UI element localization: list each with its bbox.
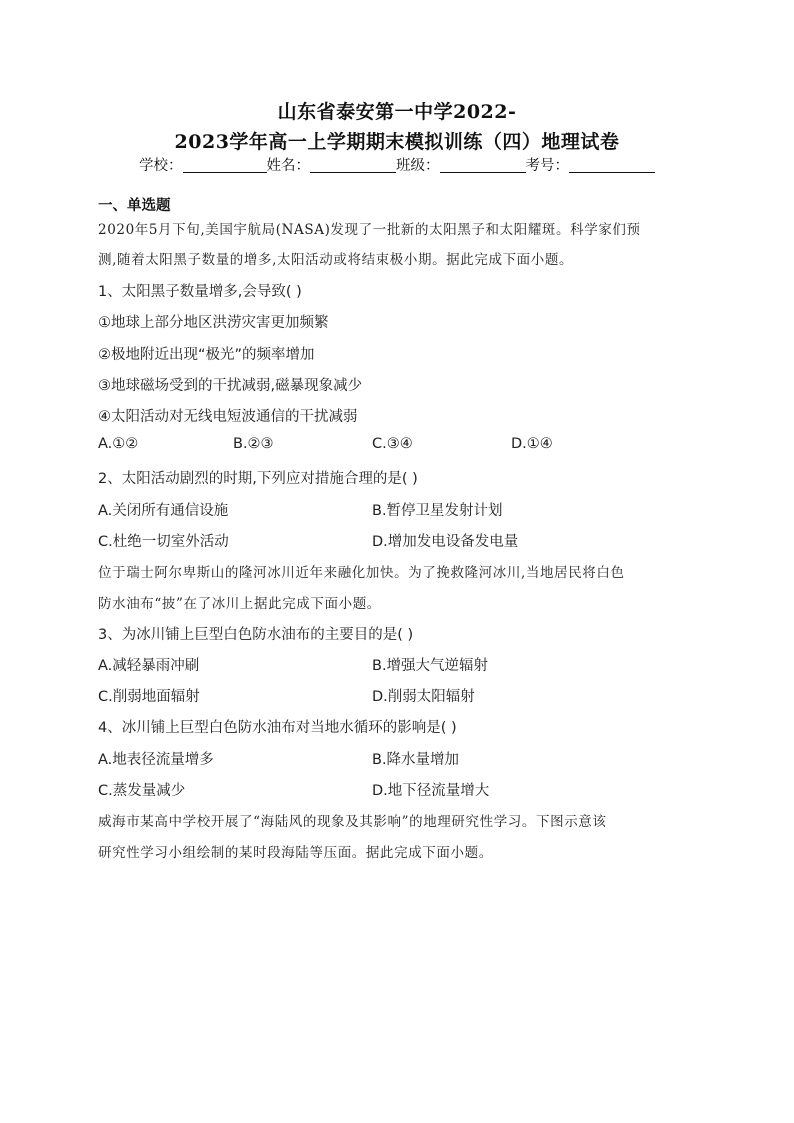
passage2-line2: 防水油布“披”在了冰川上据此完成下面小题。: [98, 596, 381, 612]
exam-no-blank[interactable]: [569, 158, 655, 173]
q1-option-b[interactable]: B.②③: [233, 436, 274, 452]
exam-title-line1: 山东省泰安第一中学2022-: [277, 101, 517, 123]
q3-option-a[interactable]: A.减轻暴雨冲刷: [98, 658, 200, 674]
passage3-line2: 研究性学习小组绘制的某时段海陆等压面。据此完成下面小题。: [98, 845, 493, 861]
q3-option-c[interactable]: C.削弱地面辐射: [98, 689, 200, 705]
q2-option-d[interactable]: D.增加发电设备发电量: [372, 534, 519, 550]
q4-option-b[interactable]: B.降水量增加: [372, 752, 460, 768]
class-label: 班级：: [396, 158, 440, 174]
passage1-line1: 2020年5月下旬,美国宇航局(NASA)发现了一批新的太阳黑子和太阳耀斑。科学家们预: [98, 222, 641, 238]
passage1-line2: 测,随着太阳黑子数量的增多,太阳活动或将结束极小期。据此完成下面小题。: [98, 252, 574, 268]
name-label: 姓名：: [266, 158, 310, 174]
passage2-line1: 位于瑞士阿尔卑斯山的隆河冰川近年来融化加快。为了挽救隆河冰川,当地居民将白色: [98, 565, 625, 581]
q1-item-4: ④太阳活动对无线电短波通信的干扰减弱: [98, 409, 358, 425]
q1-option-a[interactable]: A.①②: [98, 436, 139, 452]
name-blank[interactable]: [310, 158, 396, 173]
q3-option-d[interactable]: D.削弱太阳辐射: [372, 689, 475, 705]
q1-item-3: ③地球磁场受到的干扰减弱,磁暴现象减少: [98, 378, 363, 394]
school-label: 学校：: [139, 158, 183, 174]
q1-option-d[interactable]: D.①④: [511, 436, 553, 452]
exam-title-line2: 2023学年高一上学期期末模拟训练（四）地理试卷: [174, 131, 620, 153]
q4-option-a[interactable]: A.地表径流量增多: [98, 752, 214, 768]
student-info-row: [0, 154, 794, 175]
q2-option-a[interactable]: A.关闭所有通信设施: [98, 503, 229, 519]
school-blank[interactable]: [183, 158, 267, 173]
q3-option-b[interactable]: B.增强大气逆辐射: [372, 658, 489, 674]
class-blank[interactable]: [440, 158, 526, 173]
q4-stem: 4、冰川铺上巨型白色防水油布对当地水循环的影响是( ): [98, 720, 457, 736]
q2-option-b[interactable]: B.暂停卫星发射计划: [372, 503, 503, 519]
q1-item-1: ①地球上部分地区洪涝灾害更加频繁: [98, 315, 329, 331]
q3-stem: 3、为冰川铺上巨型白色防水油布的主要目的是( ): [98, 627, 414, 643]
section-heading: 一、单选题: [98, 198, 171, 214]
q1-stem: 1、太阳黑子数量增多,会导致( ): [98, 284, 302, 300]
exam-no-label: 考号：: [525, 158, 569, 174]
q4-option-d[interactable]: D.地下径流量增大: [372, 783, 490, 799]
q2-option-c[interactable]: C.杜绝一切室外活动: [98, 534, 229, 550]
q1-item-2: ②极地附近出现“极光”的频率增加: [98, 347, 315, 363]
q1-option-c[interactable]: C.③④: [372, 436, 413, 452]
q2-stem: 2、太阳活动剧烈的时期,下列应对措施合理的是( ): [98, 471, 418, 487]
q4-option-c[interactable]: C.蒸发量减少: [98, 783, 186, 799]
passage3-line1: 威海市某高中学校开展了“海陆风的现象及其影响”的地理研究性学习。下图示意该: [98, 814, 607, 830]
